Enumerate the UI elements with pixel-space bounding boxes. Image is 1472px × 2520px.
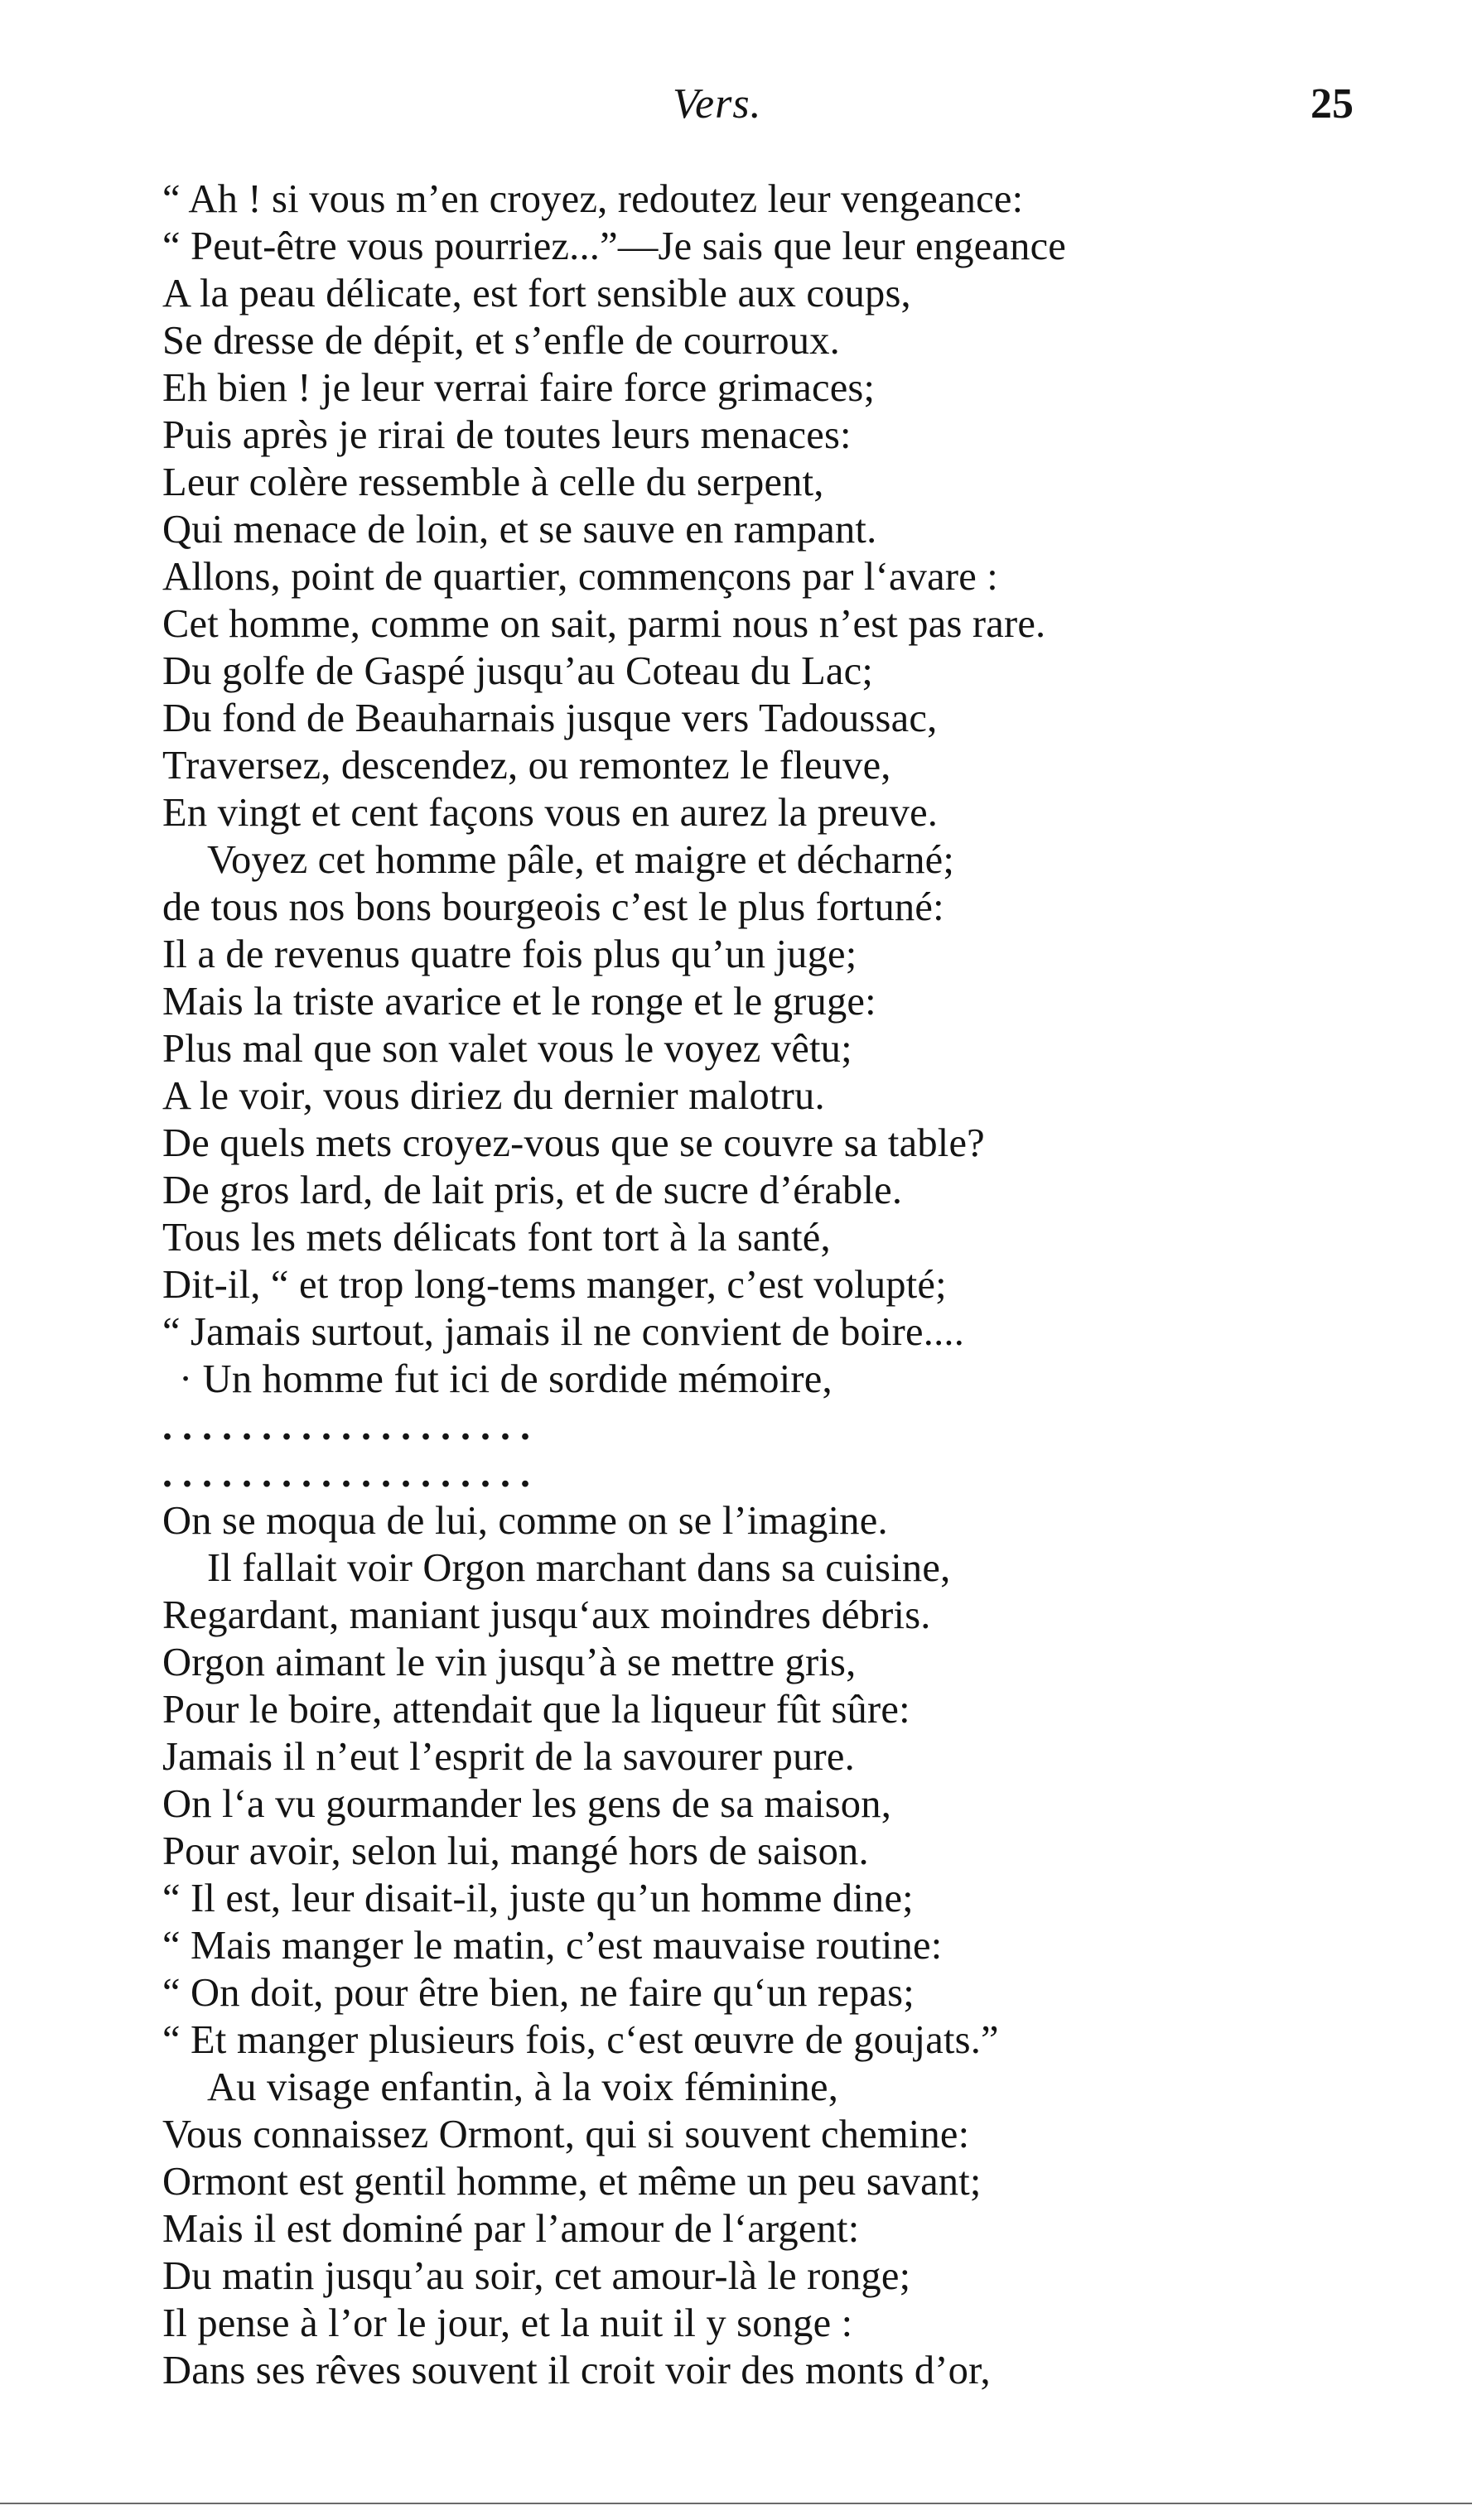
poem-line: On se moqua de lui, comme on se l’imagine.: [162, 1499, 888, 1543]
poem-line: Mais la triste avarice et le ronge et le gruge:: [162, 980, 876, 1024]
poem-line: Dans ses rêves souvent il croit voir des monts d’or,: [162, 2349, 991, 2392]
poem-line: “ Jamais surtout, jamais il ne convient de boire....: [162, 1310, 965, 1354]
poem-line: Leur colère ressemble à celle du serpent,: [162, 460, 824, 504]
bottom-rule: [0, 2503, 1472, 2504]
poem-line: A le voir, vous diriez du dernier malotru.: [162, 1074, 825, 1118]
poem-line: Pour avoir, selon lui, mangé hors de saison.: [162, 1829, 869, 1873]
page-number: 25: [1310, 80, 1354, 128]
ellipsis-row: . . . . . . . . . . . . . . . . . . .: [162, 1405, 530, 1448]
poem-line: Pour le boire, attendait que la liqueur fût sûre:: [162, 1688, 910, 1732]
poem-line: De gros lard, de lait pris, et de sucre d’érable.: [162, 1168, 903, 1212]
poem-line: On l‘a vu gourmander les gens de sa maison,: [162, 1782, 892, 1826]
poem-line: Allons, point de quartier, commençons par l‘avare :: [162, 555, 998, 599]
poem-line: Puis après je rirai de toutes leurs menaces:: [162, 413, 852, 457]
ellipsis-row: . . . . . . . . . . . . . . . . . . .: [162, 1452, 530, 1496]
poem-line: Tous les mets délicats font tort à la santé,: [162, 1216, 831, 1260]
poem-line: “ Il est, leur disait-il, juste qu’un homme dine;: [162, 1877, 914, 1920]
poem-line: “ Peut-être vous pourriez...”—Je sais que leur engeance: [162, 224, 1067, 268]
running-title: Vers.: [673, 80, 762, 128]
poem-text: [162, 176, 1339, 2394]
poem-line: Jamais il n’eut l’esprit de la savourer pure.: [162, 1735, 855, 1779]
poem-line: Traversez, descendez, ou remontez le fleuve,: [162, 744, 891, 788]
poem-line: Du matin jusqu’au soir, cet amour-là le ronge;: [162, 2254, 911, 2298]
poem-line: Il pense à l’or le jour, et la nuit il y songe :: [162, 2301, 853, 2345]
poem-line: Vous connaissez Ormont, qui si souvent chemine:: [162, 2113, 970, 2156]
poem-line: Qui menace de loin, et se sauve en rampant.: [162, 508, 877, 552]
poem-line: “ Mais manger le matin, c’est mauvaise routine:: [162, 1924, 943, 1968]
poem-line: “ On doit, pour être bien, ne faire qu‘un repas;: [162, 1971, 915, 2015]
poem-line: Se dresse de dépit, et s’enfle de courroux.: [162, 319, 840, 363]
poem-line: · Un homme fut ici de sordide mémoire,: [179, 1357, 833, 1401]
poem-line: Du fond de Beauharnais jusque vers Tadoussac,: [162, 696, 938, 740]
poem-line: Dit-il, “ et trop long-tems manger, c’est volupté;: [162, 1263, 947, 1307]
poem-line: Il a de revenus quatre fois plus qu’un juge;: [162, 932, 857, 976]
poem-line: En vingt et cent façons vous en aurez la preuve.: [162, 791, 939, 835]
poem-line: Ormont est gentil homme, et même un peu savant;: [162, 2160, 982, 2204]
poem-line: Orgon aimant le vin jusqu’à se mettre gris,: [162, 1641, 857, 1684]
poem-line: Regardant, maniant jusqu‘aux moindres débris.: [162, 1593, 931, 1637]
poem-line: Cet homme, comme on sait, parmi nous n’est pas rare.: [162, 602, 1046, 646]
poem-line: A la peau délicate, est fort sensible aux coups,: [162, 272, 911, 316]
poem-line: “ Et manger plusieurs fois, c‘est œuvre de goujats.”: [162, 2018, 999, 2062]
poem-line: “ Ah ! si vous m’en croyez, redoutez leur vengeance:: [162, 177, 1024, 221]
poem-line: Eh bien ! je leur verrai faire force grimaces;: [162, 366, 876, 410]
poem-line: Voyez cet homme pâle, et maigre et décharné;: [207, 838, 955, 882]
poem-line: Plus mal que son valet vous le voyez vêtu;: [162, 1027, 852, 1071]
poem-line: Mais il est dominé par l’amour de l‘argent:: [162, 2207, 860, 2251]
poem-line: de tous nos bons bourgeois c’est le plus fortuné:: [162, 885, 944, 929]
poem-line: Au visage enfantin, à la voix féminine,: [207, 2065, 839, 2109]
poem-line: Il fallait voir Orgon marchant dans sa cuisine,: [207, 1546, 951, 1590]
poem-line: Du golfe de Gaspé jusqu’au Coteau du Lac;: [162, 649, 874, 693]
poem-line: De quels mets croyez-vous que se couvre sa table?: [162, 1121, 985, 1165]
